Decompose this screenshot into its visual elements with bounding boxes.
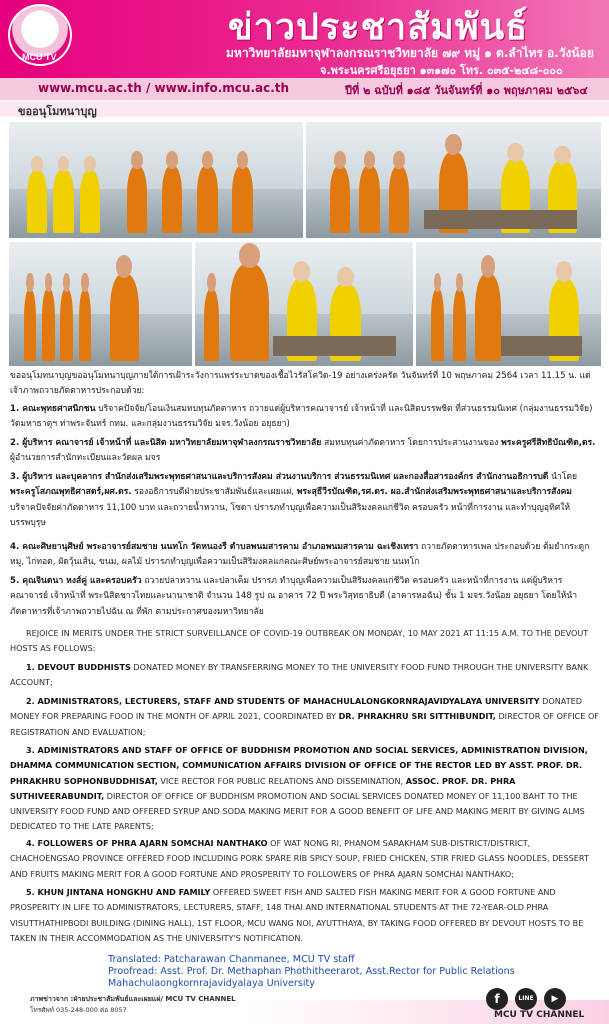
thai-item-4-text: ถวายภัตตาหารเพล ประกอบด้วย ต้มยำกระดูกหมู, ไก่ทอด, ผัดวุ้นเส้น, ขนม, ผลไม้ ปรารภทำบุญเพื่อความเป็นสิริมงคลแก่คณะศิษย์พระอาจารย์สมชาย นนทโก (10, 542, 590, 568)
thai-item-2-lead: 2. ผู้บริหาร คณาจารย์ เจ้าหน้าที่ และนิสิต มหาวิทยาลัยมหาจุฬาลงกรณราชวิทยาลัย (10, 438, 322, 448)
thai-item-5-lead: 5. คุณจินตนา หงส์คู่ และครอบครัว (10, 576, 142, 586)
footer-phone: โทรศัพท์ 035-248-000 ต่อ 8057 (30, 1006, 127, 1014)
english-intro: REJOICE IN MERITS UNDER THE STRICT SURVEILLANCE OF COVID-19 OUTBREAK ON MONDAY, 10 MAY 2021 AT 11:15 A.M. TO THE DEVOUT HOSTS AS FOLLOWS: (10, 628, 589, 654)
subject-title: ขออนุโมทนาบุญ (18, 105, 97, 118)
photo-collage (8, 121, 602, 367)
thai-item-4-lead: 4. คณะศิษยานุศิษย์ พระอาจารย์สมชาย นนทโก วัดหนองรี ตำบลพนมสารคาม อำเภอพนมสารคาม ฉะเชิงเทรา (10, 542, 419, 552)
thai-item-3-lead3: พระสุธีวีรบัณฑิต,รศ.ดร. ผอ.สำนักส่งเสริมพระพุทธศาสนาและบริการสังคม (296, 487, 572, 498)
thai-item-3 (10, 470, 600, 531)
english-item-1-text: DONATED MONEY BY TRANSFERRING MONEY TO THE UNIVERSITY FOOD FUND THROUGH THE UNIVERSITY BANK ACCOUNT; (10, 662, 589, 688)
header-banner (0, 0, 609, 78)
thai-item-1 (10, 402, 600, 433)
thai-item-3-text: นำโดย (548, 472, 578, 482)
thai-item-4 (10, 540, 600, 571)
english-item-4-lead: 4. FOLLOWERS OF PHRA AJARN SOMCHAI NANTHAKO (26, 838, 268, 848)
thai-item-1-text: บริจาคปัจจัย/โอนเงินสมทบทุนภัตตาหาร ถวายแด่ผู้บริหารคณาจารย์ เจ้าหน้าที่ และนิสิตบรรพชิต ที่ส่วนธรรมนิเทศ (กลุ่มงานธรรมวิจัย) วัดมหาธาตุฯ ท่าพระจันทร์ กทม. และกลุ่มงานธรรมวิจัย มจร.วังน้อย อยุธยา) (10, 404, 593, 430)
footer-source: ภาพข่าวจาก :ฝ่ายประชาสัมพันธ์และเผยแผ่/ MCU TV CHANNEL (30, 995, 236, 1003)
issue-info: ปีที่ ๒ ฉบับที่ ๑๘๕ วันจันทร์ที่ ๑๐ พฤษภาคม ๒๕๖๔ (345, 84, 588, 97)
english-item-2-text: DONATED MONEY FOR PREPARING FOOD IN THE MONTH OF APRIL 2021, COORDINATED BY (10, 696, 582, 722)
thai-item-2 (10, 436, 600, 467)
thai-item-3-text2: รองอธิการบดีฝ่ายประชาสัมพันธ์และเผยแผ่, (131, 487, 297, 498)
photo-4 (194, 241, 414, 367)
english-item-1-lead: 1. DEVOUT BUDDHISTS (26, 662, 131, 672)
credit-proofread: Proofread: Asst. Prof. Dr. Methaphan Phothitheerarot, Asst.Rector for Public Relations (108, 966, 515, 977)
thai-item-5 (10, 574, 600, 620)
thai-intro: ขออนุโมทนาบุญขออนุโมทนาบุญภายใต้การเฝ้าระวังการแพร่ระบาดของเชื้อไวรัสโควิด-19 อย่างเคร่งครัด วันจันทร์ที่ 10 พฤษภาคม 2564 เวลา 11.15 น. แด่เจ้าภาพถวายภัตตาหารประกอบด้วย: (10, 371, 591, 397)
subject-bar (0, 101, 609, 117)
english-item-5-text: OFFERED SWEET FISH AND SALTED FISH MAKING MERIT FOR A GOOD FORTUNE AND PROSPERITY IN LIFE TO ADMINISTRATORS, LECTURERS, STAFF, 148 THAI AND INTERNATIONAL STUDENTS AT THE 72-YEAR-OLD PHRA VISUTTHATHIPBODI BUILDING (DINING HALL), 1ST FLOOR, MCU WANG NOI, AYUTTHAYA, BY TAKING FOOD OFFERED BY DEVOUT HOSTS TO BE TAKEN IN THEIR ACCOMMODATION AS THE UNIVERSITY'S NOTIFICATION. (10, 887, 584, 943)
english-item-2-text2: DIRECTOR OF OFFICE OF REGISTRATION AND EVALUATION; (10, 711, 599, 737)
line-icon[interactable]: LINE (515, 988, 537, 1010)
photo-1 (8, 121, 304, 239)
facebook-icon[interactable]: f (486, 988, 508, 1010)
address-line-2: จ.พระนครศรีอยุธยา ๑๓๑๗๐ โทร. ๐๓๕-๒๔๘-๐๐๐ (320, 64, 563, 77)
english-item-3-text: VICE RECTOR FOR PUBLIC RELATIONS AND DISSEMINATION, (157, 775, 406, 786)
english-item-2-lead2: DR. PHRAKHRU SRI SITTHIBUNDIT, (338, 711, 496, 722)
thai-item-2-lead2: พระครูศรีสิทธิบัณฑิต,ดร. (501, 438, 596, 448)
english-item-4-text: OF WAT NONG RI, PHANOM SARAKHAM SUB-DISTRICT/DISTRICT, CHACHOENGSAO PROVINCE OFFERED FOOD INCLUDING PORK SPARE RIB SPICY SOUP, FRIED CHICKEN, STIR FRIED GLASS NOODLES, DESSERT AND FRUITS MAKING MERIT FOR A GOOD FORTUNE AND PROSPERITY TO FOLLOWERS OF PHRA AJARN SOMCHAI NANTHAKO; (10, 838, 589, 879)
website-bar (0, 78, 609, 100)
logo-text: MCU TV (22, 52, 57, 62)
english-item-3-lead: 3. ADMINISTRATORS AND STAFF OF OFFICE OF BUDDHISM PROMOTION AND SOCIAL SERVICES, ADMINISTRATION DIVISION, DHAMMA COMMUNICATION SECTION, COMMUNICATION AFFAIRS DIVISION OF OFFICE OF THE RECTOR LED BY ASST. PROF. DR. PHRAKHRU SOPHONBUDDHISAT, (10, 745, 588, 786)
english-item-1 (10, 660, 600, 691)
english-item-3-text2: DIRECTOR OF OFFICE OF BUDDHISM PROMOTION AND SOCIAL SERVICES DONATED MONEY OF 11,100 BAHT TO THE UNIVERSITY FOOD FUND AND OFFERED SYRUP AND SODA MAKING MERIT FOR A GOOD BENEFIT OF LIFE AND MAKING MERIT BY GIVING ALMS DEDICATED TO THE LATE PARENTS; (10, 790, 585, 832)
credit-translated: Translated: Patcharawan Chanmanee, MCU TV staff (108, 954, 355, 965)
photo-3 (8, 241, 193, 367)
website-links[interactable]: www.mcu.ac.th / www.info.mcu.ac.th (38, 81, 290, 95)
english-item-2-lead: 2. ADMINISTRATORS, LECTURERS, STAFF AND STUDENTS OF MAHACHULALONGKORNRAJAVIDYALAYA UNIVERSITY (26, 696, 540, 706)
english-item-2 (10, 694, 600, 740)
credit-university: Mahachulaongkornrajavidyalaya University (108, 978, 315, 989)
thai-item-3-lead2: พระครูโสภณพุทธิศาสตร์,ผศ.ดร. (10, 487, 132, 498)
english-item-3 (10, 743, 600, 835)
photo-2 (305, 121, 602, 239)
english-item-5-lead: 5. KHUN JINTANA HONGKHU AND FAMILY (26, 887, 211, 897)
thai-item-2-text: สมทบทุนค่าภัตตาหาร โดยการประสานงานของ (321, 438, 502, 448)
thai-item-3-lead: 3. ผู้บริหาร และบุคลากร สำนักส่งเสริมพระพุทธศาสนาและบริการสังคม ส่วนงานบริการ ส่วนธรรมนิเทศ และกองสื่อสารองค์กร สำนักงานอธิการบดี (10, 472, 549, 482)
photo-5 (415, 241, 602, 367)
thai-item-2-text2: ผู้อำนวยการสำนักทะเบียนและวัดผล มจร (10, 453, 161, 464)
thai-item-5-text: ถวายปลาหวาน และปลาเค็ม ปรารภ ทำบุญเพื่อความเป็นสิริมงคลแก่ชีวิต ครอบครัว และหน้าที่การงาน แด่ผู้บริหาร คณาจารย์ เจ้าหน้าที่ พระนิสิตชาวไทยและนานาชาติ จำนวน 148 รูป ณ อาคาร 72 ปี พระวิสุทธาธิบดี (อาคารหอฉัน) ชั้น 1 มจร.วังน้อย อยุธยา โดยให้นำภัตตาหารที่เจ้าภาพถวายไปฉัน ณ ที่พัก ตามประกาศของมหาวิทยาลัย (10, 576, 578, 617)
address-line-1: มหาวิทยาลัยมหาจุฬาลงกรณราชวิทยาลัย ๗๙ หมู่ ๑ ต.ลำไทร อ.วังน้อย (226, 46, 594, 60)
english-item-4 (10, 836, 600, 882)
footer-channel: MCU TV CHANNEL (494, 1010, 585, 1020)
thai-item-1-lead: 1. คณะพุทธศาสนิกชน (10, 404, 96, 414)
thai-item-3-text3: บริจาคปัจจัยค่าภัตตาหาร 11,100 บาท และถวายน้ำหวาน, โซดา ปรารภทำบุญเพื่อความเป็นสิริมงคลแก่ชีวิต ครอบครัว หน้าที่การงาน และทำบุญอุทิศให้บรรพบุรุษ (10, 502, 571, 528)
youtube-icon[interactable]: ▶ (544, 988, 566, 1010)
page-title: ข่าวประชาสัมพันธ์ (228, 7, 529, 48)
english-item-3-lead2: ASSOC. PROF. DR. PHRA SUTHIVEERABUNDIT, (10, 775, 516, 801)
english-item-5 (10, 885, 600, 946)
